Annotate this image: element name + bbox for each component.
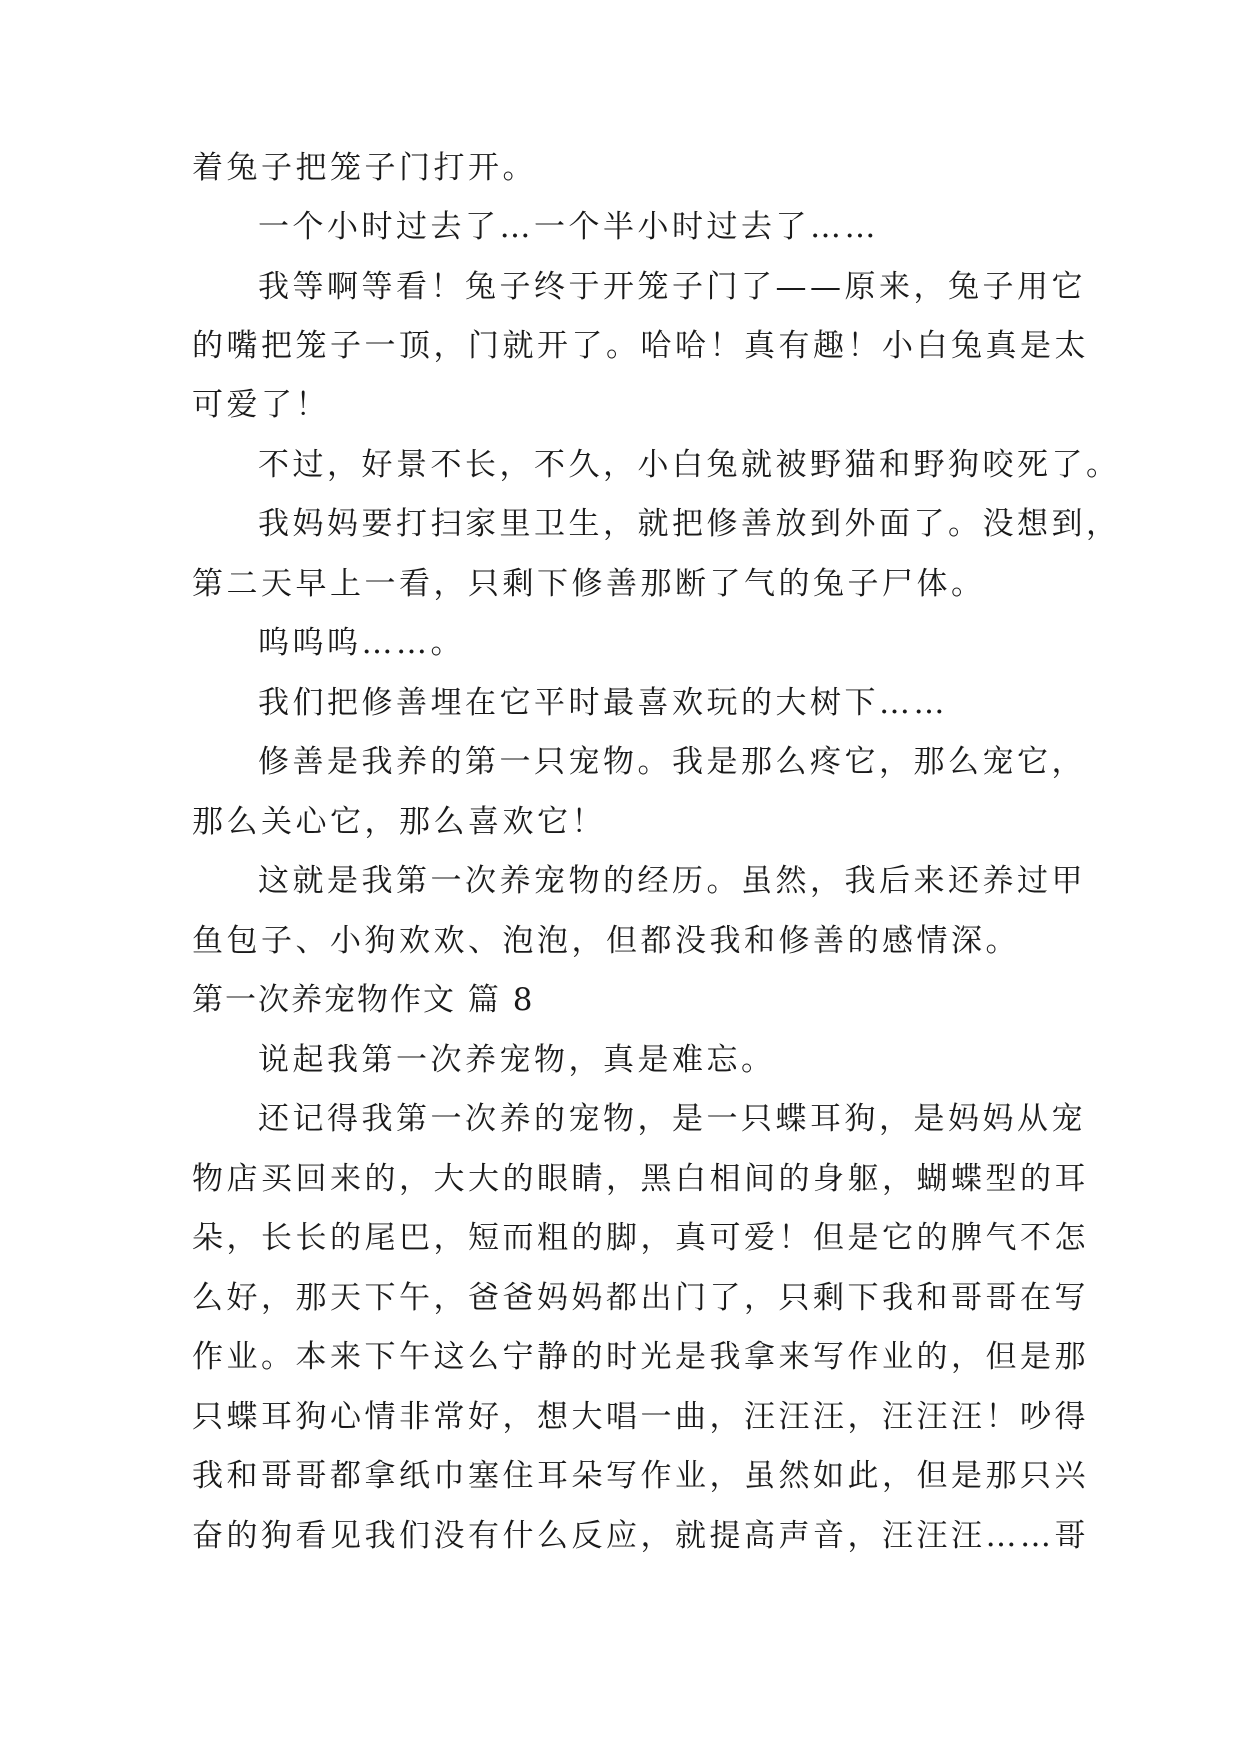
text-line: 奋的狗看见我们没有什么反应，就提高声音，汪汪汪……哥: [192, 1518, 1089, 1554]
text-line: 么好，那天下午，爸爸妈妈都出门了，只剩下我和哥哥在写: [192, 1280, 1089, 1316]
text-line: 第二天早上一看，只剩下修善那断了气的兔子尸体。: [192, 566, 986, 602]
text-line: 可爱了！: [192, 387, 330, 423]
text-line: 的嘴把笼子一顶，门就开了。哈哈！真有趣！小白兔真是太: [192, 328, 1089, 364]
text-line: 呜呜呜……。: [258, 625, 465, 661]
text-line: 这就是我第一次养宠物的经历。虽然，我后来还养过甲: [258, 863, 1086, 899]
text-line: 不过，好景不长，不久，小白兔就被野猫和野狗咬死了。: [258, 447, 1121, 483]
text-line: 着兔子把笼子门打开。: [192, 150, 537, 186]
text-line: 我妈妈要打扫家里卫生，就把修善放到外面了。没想到，: [258, 506, 1121, 542]
text-line: 还记得我第一次养的宠物，是一只蝶耳狗，是妈妈从宠: [258, 1101, 1086, 1137]
text-line: 鱼包子、小狗欢欢、泡泡，但都没我和修善的感情深。: [192, 923, 1020, 959]
text-line: 我等啊等看！兔子终于开笼子门了——原来，兔子用它: [258, 269, 1086, 305]
text-line: 修善是我养的第一只宠物。我是那么疼它，那么宠它，: [258, 744, 1086, 780]
section-heading: 第一次养宠物作文 篇 8: [192, 982, 535, 1018]
text-line: 作业。本来下午这么宁静的时光是我拿来写作业的，但是那: [192, 1339, 1089, 1375]
text-line: 我们把修善埋在它平时最喜欢玩的大树下……: [258, 685, 948, 721]
text-line: 只蝶耳狗心情非常好，想大唱一曲，汪汪汪，汪汪汪！吵得: [192, 1399, 1089, 1435]
text-line: 朵，长长的尾巴，短而粗的脚，真可爱！但是它的脾气不怎: [192, 1220, 1089, 1256]
text-line: 物店买回来的，大大的眼睛，黑白相间的身躯，蝴蝶型的耳: [192, 1161, 1089, 1197]
text-line: 说起我第一次养宠物，真是难忘。: [258, 1042, 776, 1078]
text-line: 那么关心它，那么喜欢它！: [192, 804, 606, 840]
text-line: 我和哥哥都拿纸巾塞住耳朵写作业，虽然如此，但是那只兴: [192, 1458, 1089, 1494]
text-line: 一个小时过去了…一个半小时过去了……: [258, 209, 879, 245]
